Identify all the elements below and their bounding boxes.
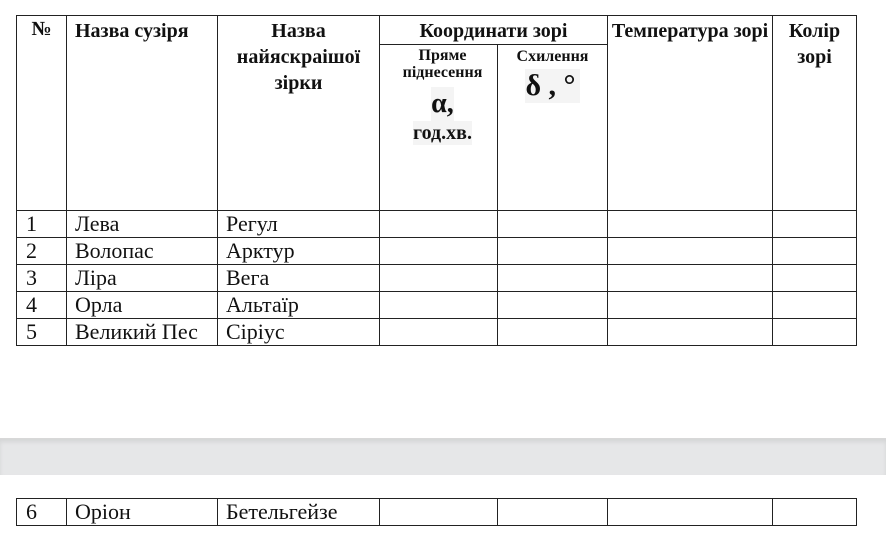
table-row	[17, 499, 857, 526]
stars-table	[16, 15, 857, 346]
delta-symbol: δ , °	[525, 69, 579, 103]
header-brightest-star: Назва найяскраішої зірки	[218, 16, 380, 211]
header-temperature: Температура зорі	[608, 16, 773, 211]
header-right-ascension	[380, 45, 498, 211]
temperature-cell	[608, 292, 773, 319]
header-row-top	[17, 16, 857, 45]
header-constellation: Назва сузіря	[67, 16, 218, 211]
star-cell: Бетельгейзе	[218, 499, 380, 526]
ra-cell	[380, 211, 498, 238]
header-color: Колір зорі	[773, 16, 857, 211]
temperature-cell	[608, 319, 773, 346]
declination-label: Схилення	[516, 48, 589, 65]
temperature-cell	[608, 238, 773, 265]
color-cell	[773, 238, 857, 265]
row-number: 5	[17, 319, 67, 346]
header-declination	[498, 45, 608, 211]
constellation-cell: Оріон	[67, 499, 218, 526]
temperature-cell	[608, 211, 773, 238]
dec-cell	[498, 211, 608, 238]
row-number: 1	[17, 211, 67, 238]
ra-cell	[380, 292, 498, 319]
dec-cell	[498, 499, 608, 526]
page-break-gap	[0, 438, 886, 475]
stars-table-continued	[16, 498, 857, 526]
color-cell	[773, 265, 857, 292]
color-cell	[773, 292, 857, 319]
color-cell	[773, 319, 857, 346]
star-cell: Арктур	[218, 238, 380, 265]
ra-cell	[380, 499, 498, 526]
header-number: №	[17, 16, 67, 211]
row-number: 6	[17, 499, 67, 526]
row-number: 2	[17, 238, 67, 265]
star-cell: Альтаїр	[218, 292, 380, 319]
alpha-symbol: α,	[431, 88, 454, 119]
table-row	[17, 211, 857, 238]
table-row	[17, 319, 857, 346]
constellation-cell: Волопас	[67, 238, 218, 265]
dec-cell	[498, 238, 608, 265]
row-number: 4	[17, 292, 67, 319]
ra-cell	[380, 265, 498, 292]
dec-cell	[498, 292, 608, 319]
temperature-cell	[608, 499, 773, 526]
dec-cell	[498, 265, 608, 292]
ra-cell	[380, 319, 498, 346]
color-cell	[773, 211, 857, 238]
star-cell: Сіріус	[218, 319, 380, 346]
temperature-cell	[608, 265, 773, 292]
constellation-cell: Великий Пес	[67, 319, 218, 346]
constellation-cell: Ліра	[67, 265, 218, 292]
table-row	[17, 238, 857, 265]
star-cell: Вега	[218, 265, 380, 292]
table-row	[17, 292, 857, 319]
star-cell: Регул	[218, 211, 380, 238]
right-ascension-label: Пряме піднесення	[402, 47, 483, 81]
constellation-cell: Орла	[67, 292, 218, 319]
dec-cell	[498, 319, 608, 346]
ra-units-label: год.хв.	[413, 122, 472, 144]
header-coordinates: Координати зорі	[380, 16, 608, 45]
color-cell	[773, 499, 857, 526]
ra-cell	[380, 238, 498, 265]
table-row	[17, 265, 857, 292]
row-number: 3	[17, 265, 67, 292]
constellation-cell: Лева	[67, 211, 218, 238]
